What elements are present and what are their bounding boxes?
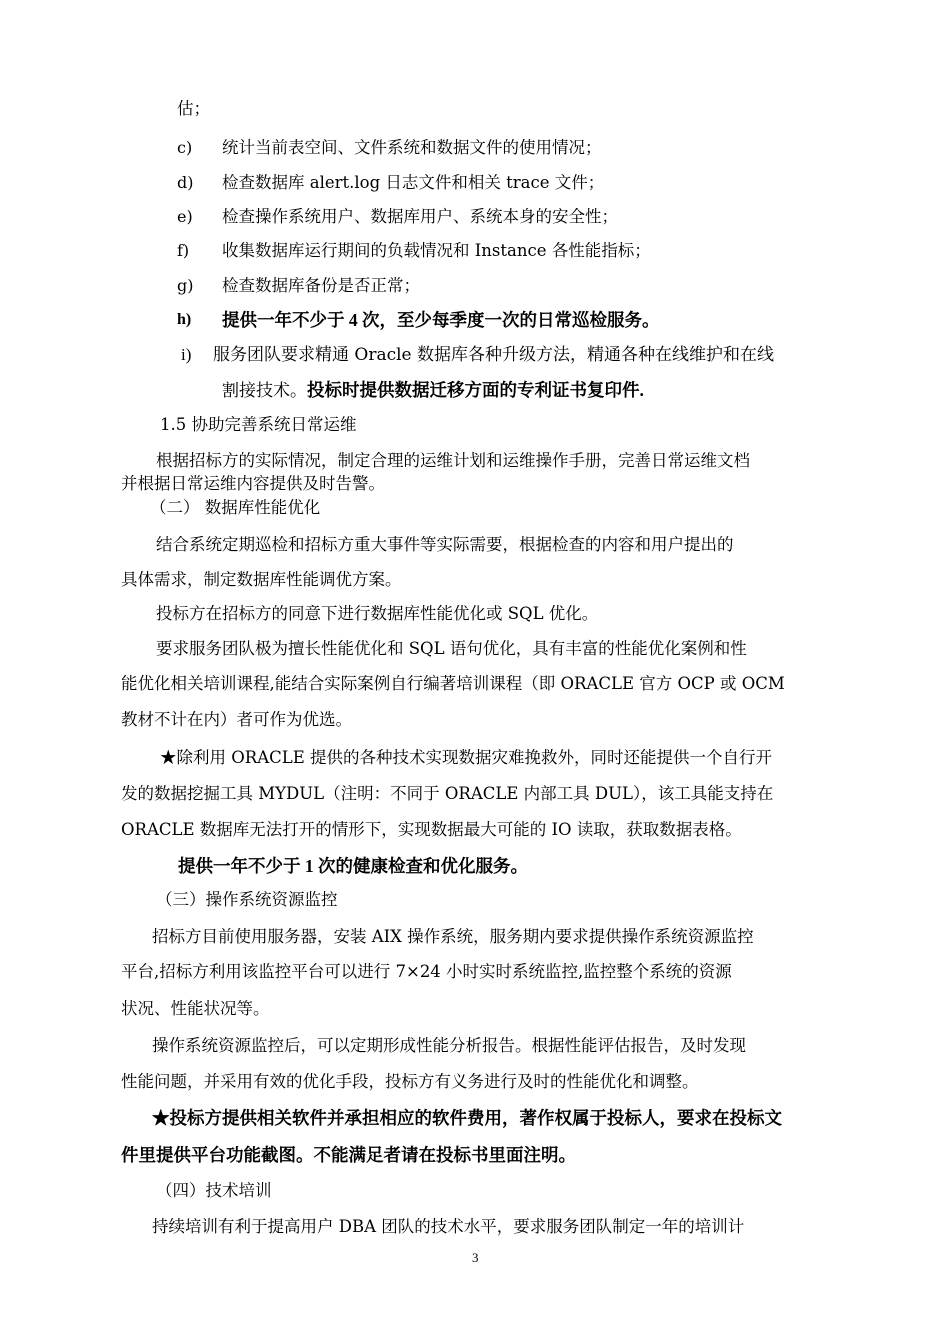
- paragraph-line: 具体需求，制定数据库性能调优方案。: [121, 570, 402, 589]
- bold-requirement: 件里提供平台功能截图。不能满足者请在投标书里面注明。: [121, 1145, 576, 1165]
- plain-text: 割接技术。: [222, 381, 307, 401]
- list-text: 服务团队要求精通 Oracle 数据库各种升级方法，精通各种在线维护和在线: [213, 345, 775, 365]
- paragraph-line: 性能问题，并采用有效的优化手段，投标方有义务进行及时的性能优化和调整。: [121, 1072, 699, 1091]
- bold-requirement: ★投标方提供相关软件并承担相应的软件费用，著作权属于投标人，要求在投标文: [152, 1108, 782, 1128]
- list-label: d): [177, 173, 194, 192]
- bold-requirement: 投标时提供数据迁移方面的专利证书复印件.: [307, 380, 644, 400]
- paragraph-line: 根据招标方的实际情况，制定合理的运维计划和运维操作手册，完善日常运维文档: [156, 451, 750, 470]
- paragraph-line: 要求服务团队极为擅长性能优化和 SQL 语句优化，具有丰富的性能优化案例和性: [156, 639, 747, 658]
- paragraph-line: 发的数据挖掘工具 MYDUL（注明：不同于 ORACLE 内部工具 DUL），该工具能支持在: [121, 784, 774, 803]
- list-text: 收集数据库运行期间的负载情况和 Instance 各性能指标；: [222, 241, 651, 260]
- section-heading-2: （二） 数据库性能优化: [150, 498, 321, 517]
- continuation-text: 估；: [177, 99, 210, 118]
- paragraph-line: 教材不计在内）者可作为优选。: [121, 710, 352, 729]
- paragraph-line: 结合系统定期巡检和招标方重大事件等实际需要，根据检查的内容和用户提出的: [156, 535, 734, 554]
- section-heading-1-5: 1.5 协助完善系统日常运维: [160, 415, 357, 434]
- paragraph-line: 平台,招标方利用该监控平台可以进行 7×24 小时实时系统监控,监控整个系统的资源: [121, 962, 732, 981]
- paragraph-line: ORACLE 数据库无法打开的情形下，实现数据最大可能的 IO 读取，获取数据表格。: [121, 820, 742, 839]
- paragraph-line: 招标方目前使用服务器，安装 AIX 操作系统，服务期内要求提供操作系统资源监控: [152, 927, 754, 946]
- list-text: 提供一年不少于 4 次，至少每季度一次的日常巡检服务。: [222, 310, 660, 330]
- section-heading-3: （三）操作系统资源监控: [156, 890, 338, 909]
- list-label: c): [177, 138, 193, 157]
- page-number: 3: [472, 1250, 479, 1265]
- paragraph-line: 持续培训有利于提高用户 DBA 团队的技术水平，要求服务团队制定一年的培训计: [152, 1217, 745, 1236]
- list-label: e): [177, 207, 193, 226]
- list-text: 检查数据库备份是否正常；: [222, 276, 420, 295]
- paragraph-line: 并根据日常运维内容提供及时告警。: [121, 474, 385, 493]
- paragraph-line: 能优化相关培训课程,能结合实际案例自行编著培训课程（即 ORACLE 官方 OCP 或 OCM: [121, 674, 785, 693]
- paragraph-line: ★除利用 ORACLE 提供的各种技术实现数据灾难挽救外，同时还能提供一个自行开: [160, 748, 772, 767]
- section-heading-4: （四）技术培训: [156, 1181, 272, 1200]
- list-label: i): [181, 345, 192, 364]
- list-label: h): [177, 311, 192, 328]
- bold-requirement: 提供一年不少于 1 次的健康检查和优化服务。: [178, 856, 528, 876]
- paragraph-line: 状况、性能状况等。: [121, 999, 270, 1018]
- list-text: 检查操作系统用户、数据库用户、系统本身的安全性；: [222, 207, 618, 226]
- paragraph-line: 投标方在招标方的同意下进行数据库性能优化或 SQL 优化。: [156, 604, 599, 623]
- list-label: g): [177, 276, 194, 295]
- paragraph-line: 操作系统资源监控后，可以定期形成性能分析报告。根据性能评估报告，及时发现: [152, 1036, 746, 1055]
- list-text: 检查数据库 alert.log 日志文件和相关 trace 文件；: [222, 173, 605, 192]
- list-label: f): [177, 241, 190, 260]
- list-text: 统计当前表空间、文件系统和数据文件的使用情况；: [222, 138, 602, 157]
- list-item-continuation: [222, 379, 644, 402]
